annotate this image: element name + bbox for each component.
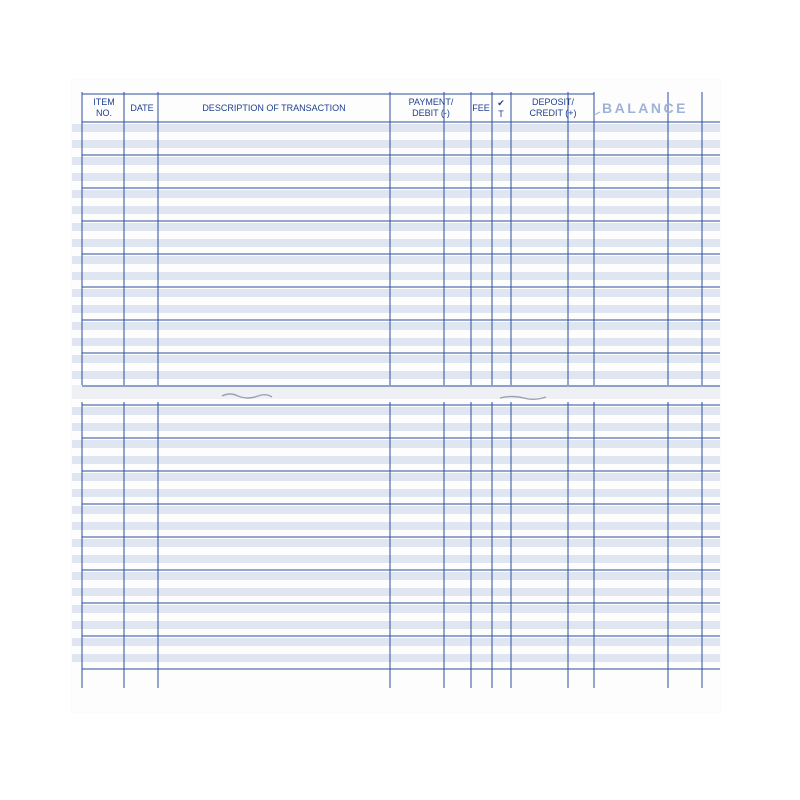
row-stripe [72,539,720,547]
row-stripe [72,223,720,231]
row-stripe [72,157,720,165]
row-stripe [72,473,720,481]
row-stripe [72,407,720,415]
row-stripe [72,522,720,530]
row-stripe [72,239,720,247]
balance-slash [594,112,600,115]
row-stripe [72,206,720,214]
header-deposit-line1: DEPOSIT/ [531,97,575,107]
header-item-line1: ITEM [93,97,115,107]
header-description: DESCRIPTION OF TRANSACTION [202,103,346,113]
row-stripe [72,506,720,514]
row-stripe [72,355,720,363]
row-stripe [72,440,720,448]
header-t: T [498,109,504,119]
row-stripe [72,272,720,280]
row-stripe [72,423,720,431]
page-fold [72,385,720,399]
header-date: DATE [130,103,154,113]
check-register-page [72,80,720,712]
row-stripe [72,322,720,330]
row-stripe [72,456,720,464]
row-stripe [72,654,720,662]
row-stripe [72,638,720,646]
row-stripe [72,289,720,297]
check-mark-icon: ✔ [497,98,505,108]
register-grid [72,80,720,712]
row-stripe [72,621,720,629]
header-fee: FEE [472,103,490,113]
header-deposit-line2: CREDIT (+) [529,108,577,118]
row-stripe [72,489,720,497]
row-stripe [72,124,720,132]
row-stripe [72,140,720,148]
row-stripe [72,190,720,198]
row-stripe [72,605,720,613]
row-stripe [72,256,720,264]
header-payment-line2: DEBIT (-) [412,108,450,118]
header-payment-line1: PAYMENT/ [408,97,454,107]
row-stripe [72,371,720,379]
header-item-line2: NO. [95,108,113,118]
row-stripe [72,305,720,313]
row-stripe [72,588,720,596]
row-stripe [72,338,720,346]
row-stripe [72,173,720,181]
header-balance: BALANCE [602,100,688,116]
row-stripe [72,572,720,580]
row-stripe [72,555,720,563]
